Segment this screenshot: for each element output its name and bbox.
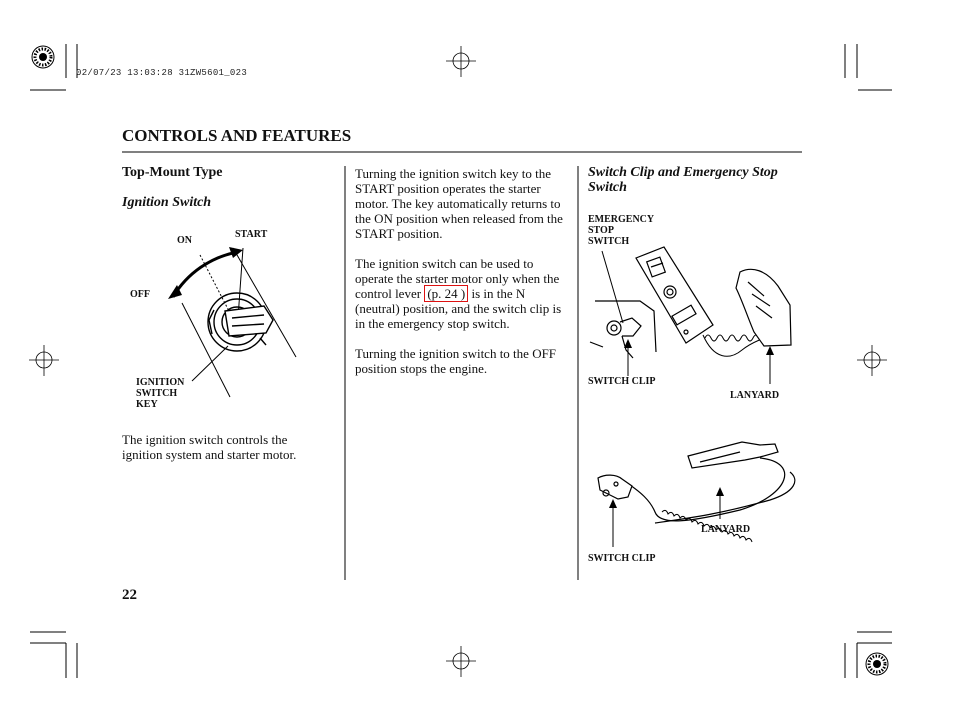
label-emergency-stop-switch xyxy=(588,214,654,247)
label-lanyard-1: LANYARD xyxy=(730,390,780,401)
label-switch-clip-2: SWITCH CLIP xyxy=(588,553,656,564)
paragraph-neutral-after: is in the N (neutral) position, and the switch clip is in the emergency stop switch. xyxy=(355,286,562,331)
section-title: CONTROLS AND FEATURES xyxy=(122,126,352,145)
starburst-mark-bottom-right xyxy=(866,653,888,675)
paragraph-off-position: Turning the ignition switch to the OFF position stops the engine. xyxy=(355,346,557,376)
starburst-mark-top-left xyxy=(32,46,54,68)
label-key-line3: KEY xyxy=(136,399,158,410)
label-ess-line3: SWITCH xyxy=(588,236,630,247)
ignition-switch-illustration xyxy=(168,247,296,397)
ignition-caption: The ignition switch controls the ignition system and starter motor. xyxy=(122,432,297,462)
label-off: OFF xyxy=(130,289,150,300)
print-timestamp: 02/07/23 13:03:28 31ZW5601_023 xyxy=(76,68,248,78)
page-reference-link[interactable]: (p. 24 ) xyxy=(424,285,468,302)
emergency-stop-illustration xyxy=(590,247,791,384)
label-switch-clip-1: SWITCH CLIP xyxy=(588,376,656,387)
label-key-line2: SWITCH xyxy=(136,388,178,399)
lanyard-illustration xyxy=(598,442,795,547)
page-number: 22 xyxy=(122,587,137,603)
switch-clip-heading: Switch Clip and Emergency Stop Switch xyxy=(588,165,778,195)
paragraph-start-position: Turning the ignition switch key to the START position operates the starter motor. The key automatically returns to the ON position when released from the START position. xyxy=(355,166,563,241)
paragraph-neutral-condition xyxy=(355,256,570,331)
label-key-line1: IGNITION xyxy=(136,377,185,388)
middle-column-text xyxy=(355,166,570,391)
label-ess-line2: STOP xyxy=(588,225,614,236)
ignition-switch-subheading: Ignition Switch xyxy=(122,195,212,210)
label-ignition-switch-key xyxy=(136,377,184,410)
label-on: ON xyxy=(177,235,192,246)
label-lanyard-2: LANYARD xyxy=(701,524,751,535)
label-start: START xyxy=(235,229,268,240)
top-mount-heading: Top-Mount Type xyxy=(122,165,223,180)
paragraph-neutral-before: The ignition switch can be used to operate the starter motor only when the control lever xyxy=(355,256,560,301)
label-ess-line1: EMERGENCY xyxy=(588,214,655,225)
